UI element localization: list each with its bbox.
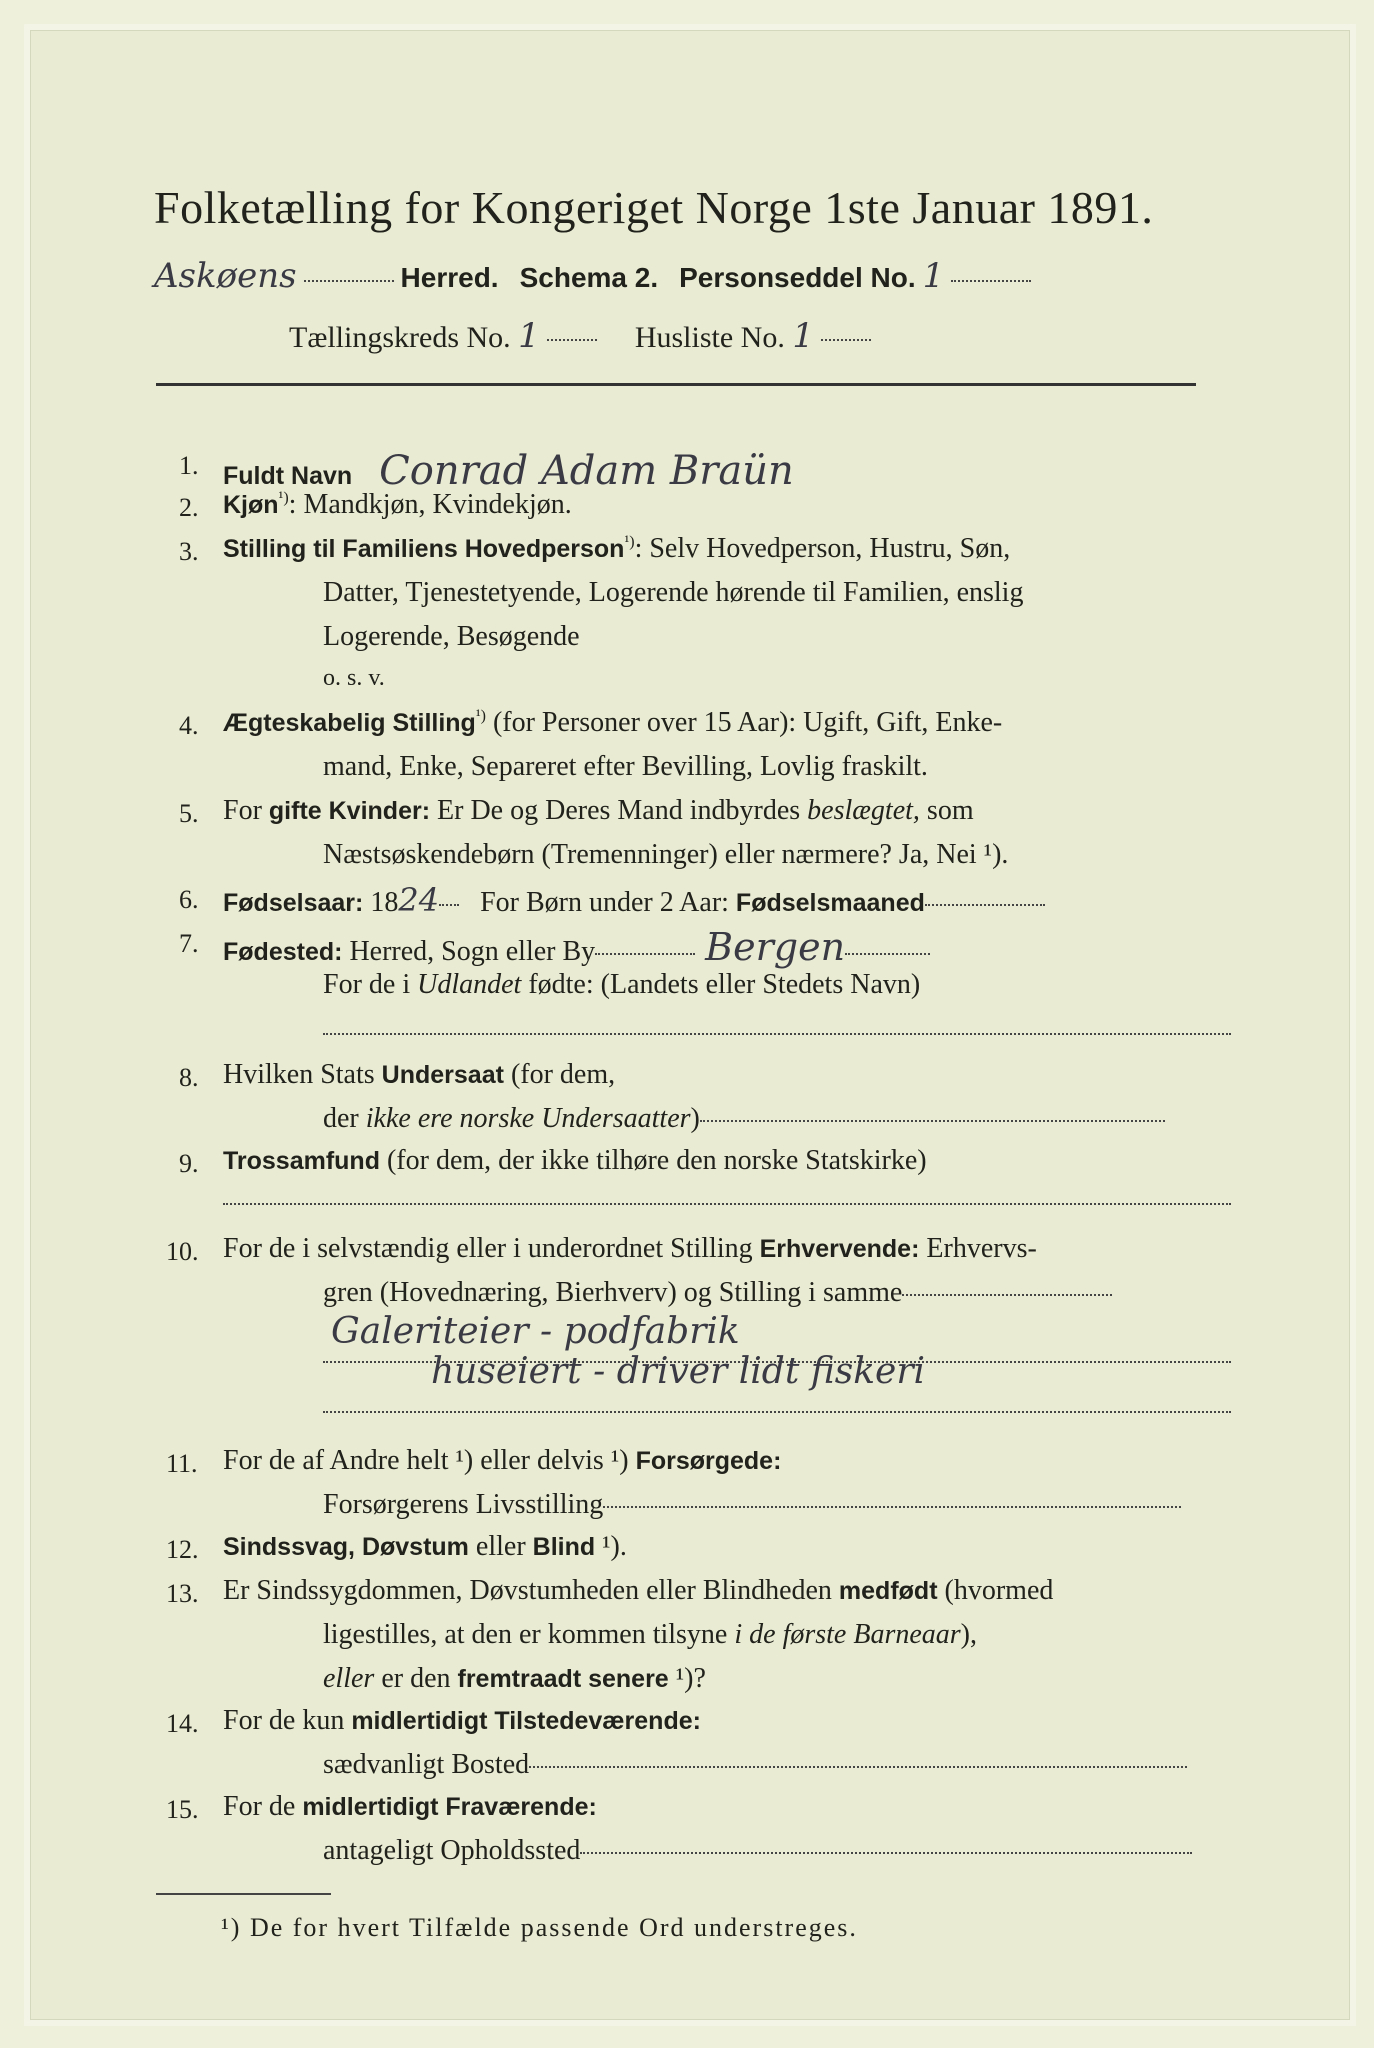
item-text: Næstsøskendebørn (Tremenninger) eller nærmere? Ja, Nei ¹). [323,839,1009,870]
personseddel-value: 1 [922,256,945,296]
header-row [154,256,1031,296]
dotted-line [304,280,394,282]
kreds-value: 1 [518,316,540,356]
item-label: Blind [532,1533,596,1561]
dotted-line [700,1120,1165,1122]
item-number: 9. [179,1149,199,1178]
item-text: For de i selvstændig eller i underordnet Stilling [223,1233,760,1264]
item-number: 13. [166,1579,199,1608]
item-label: Ægteskabelig Stilling [223,709,476,737]
schema-label: Schema 2. [519,262,659,293]
item-7-line2 [323,969,920,1001]
item-8-line2 [323,1103,1165,1135]
dotted-line [845,953,930,955]
item-text: (hvormed [937,1575,1054,1606]
dotted-line [323,1033,1231,1035]
personseddel-label: Personseddel No. [679,262,916,293]
item-text: : Selv Hovedperson, Hustru, Søn, [634,533,1011,564]
item-8 [223,1059,615,1091]
item-12 [223,1531,627,1563]
birth-year-value: 24 [398,881,440,919]
item-15 [223,1791,597,1823]
occupation-value-1: Galeriteier - podfabrik [331,1311,740,1352]
item-number: 7. [179,929,199,958]
item-label: Stilling til Familiens Hovedperson [223,535,625,563]
item-text: Erhvervs- [919,1233,1037,1264]
item-label: gifte Kvinder: [268,797,431,825]
item-text: der [323,1103,366,1134]
item-number: 5. [179,799,199,828]
item-number: 8. [179,1063,199,1092]
superscript: ¹) [624,533,635,551]
item-14-line2 [323,1749,1187,1781]
item-text: (for dem, der ikke tilhøre den norske Statskirke) [379,1145,927,1176]
item-label: fremtraadt senere [457,1665,669,1693]
item-text: For de [223,1791,303,1822]
item-text: er den [374,1663,458,1694]
item-13-line2 [323,1619,977,1651]
item-text: ¹). [595,1531,627,1562]
herred-value: Askøens [154,256,297,296]
item-13 [223,1575,1053,1607]
item-number: 12. [166,1535,199,1564]
item-text: Er Sindssygdommen, Døvstumheden eller Blindheden [223,1575,839,1606]
item-10-line2 [323,1277,1112,1309]
item-label: Sindssvag, Døvstum [223,1533,469,1561]
item-label: midlertidigt Tilstedeværende: [351,1707,701,1735]
item-11-line2 [323,1489,1181,1521]
dotted-line [547,339,597,341]
item-number: 11. [166,1449,198,1478]
item-text: Logerende, Besøgende [323,621,580,652]
item-italic: Udlandet [417,969,522,1000]
item-6 [223,881,1045,919]
dotted-line [821,339,871,341]
item-label: Kjøn [223,491,279,519]
item-text: sædvanligt Bosted [323,1749,530,1780]
item-4 [223,707,1002,739]
item-14 [223,1705,701,1737]
item-13-line3 [323,1663,706,1695]
item-number: 6. [179,885,199,914]
item-label: midlertidigt Fraværende: [302,1793,597,1821]
superscript: ¹) [475,707,486,725]
item-1 [223,448,794,494]
occupation-value-2: huseiert - driver lidt fiskeri [431,1351,926,1392]
dotted-line [902,1294,1112,1296]
item-number: 15. [166,1795,199,1824]
item-text: ligestilles, at den er kommen tilsyne [323,1619,735,1650]
item-italic: eller [323,1663,375,1694]
dotted-line [595,953,695,955]
item-italic: ikke ere norske Undersaatter [365,1103,691,1134]
item-9 [223,1145,927,1177]
item-text: For de i [323,969,418,1000]
item-text: For Børn under 2 Aar: [480,887,736,918]
herred-label: Herred. [400,262,499,293]
item-text: gren (Hovednæring, Bierhverv) og Stilling i samme [323,1277,903,1308]
item-7 [223,925,930,969]
item-text: eller [468,1531,533,1562]
husliste-label: Husliste No. [634,321,785,354]
item-label: Forsørgede: [635,1447,782,1475]
item-3 [223,533,1010,565]
census-form [30,30,1350,2020]
item-text: antageligt Opholdssted [323,1835,581,1866]
item-text: For [223,795,269,826]
item-text: fødte: (Landets eller Stedets Navn) [521,969,921,1000]
item-text: mand, Enke, Separeret efter Bevilling, Lovlig fraskilt. [323,751,928,782]
item-label: medfødt [838,1577,938,1605]
item-label: Fødselsaar: [223,889,364,917]
item-label: Fødselsmaaned [735,889,925,917]
dotted-line [580,1852,1192,1854]
item-text: (for dem, [503,1059,616,1090]
item-italic: i de første Barneaar [734,1619,961,1650]
footnote-rule [156,1893,331,1895]
item-text: ¹)? [668,1663,706,1694]
dotted-line [223,1203,1231,1205]
item-text: som [919,795,974,826]
item-number: 4. [179,711,199,740]
item-5 [223,795,974,827]
kreds-label: Tællingskreds No. [289,321,511,354]
item-text: Er De og Deres Mand indbyrdes [430,795,808,826]
item-label: Trossamfund [223,1147,380,1175]
dotted-line [925,904,1045,906]
item-number: 1. [179,451,199,480]
item-text: : Mandkjøn, Kvindekjøn. [288,489,572,520]
item-2 [223,489,572,521]
item-10 [223,1233,1037,1265]
item-text: 18 [363,887,399,918]
item-text: For de af Andre helt ¹) eller delvis ¹) [223,1445,636,1476]
dotted-line [439,904,459,906]
footnote: ¹) De for hvert Tilfælde passende Ord understreges. [221,1913,858,1942]
item-text: o. s. v. [323,665,385,691]
birthplace-value: Bergen [705,925,846,969]
husliste-value: 1 [792,316,814,356]
item-text: For de kun [223,1705,352,1736]
full-name-value: Conrad Adam Braün [379,448,794,494]
item-number: 14. [166,1709,199,1738]
item-label: Fødested: [223,938,343,966]
item-text: (for Personer over 15 Aar): Ugift, Gift, Enke- [485,707,1003,738]
item-number: 3. [179,537,199,566]
header-rule [156,383,1196,386]
dotted-line [951,280,1031,282]
item-text: Herred, Sogn eller By [342,936,596,967]
item-number: 2. [179,493,199,522]
item-label: Undersaat [381,1061,504,1089]
dotted-line [323,1411,1231,1413]
item-text: Forsørgerens Livsstilling [323,1489,604,1520]
item-label: Fuldt Navn [223,462,353,490]
item-number: 10. [166,1237,199,1266]
item-text: Hvilken Stats [223,1059,382,1090]
item-label: Erhvervende: [759,1235,920,1263]
item-text: ) [690,1103,700,1134]
item-11 [223,1445,781,1477]
item-italic: beslægtet, [807,795,920,826]
kreds-row [289,316,871,356]
item-text: Datter, Tjenestetyende, Logerende hørende til Familien, enslig [323,577,1024,608]
dotted-line [603,1506,1181,1508]
item-15-line2 [323,1835,1192,1867]
dotted-line [529,1766,1187,1768]
form-title: Folketælling for Kongeriget Norge 1ste Januar 1891. [154,182,1154,233]
item-text: ), [960,1619,977,1650]
superscript: ¹) [278,489,289,507]
